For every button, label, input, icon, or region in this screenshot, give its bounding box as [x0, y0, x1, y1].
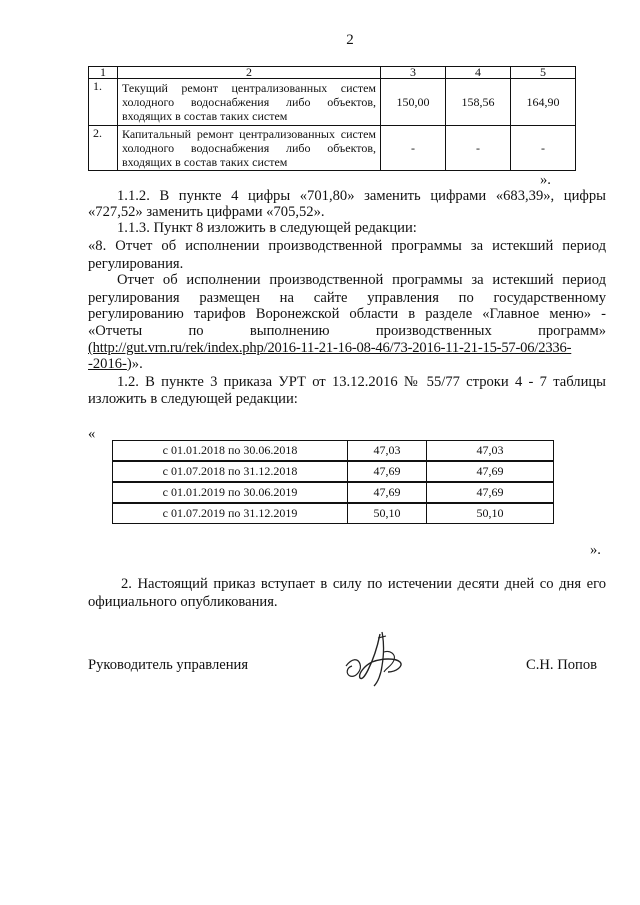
signatory-position: Руководитель управления	[88, 657, 249, 673]
final-paragraph-line1: 2. Настоящий приказ вступает в силу по истечении десяти дней со дня его	[121, 576, 606, 592]
report-line3: регулированию тарифов Воронежской области в разделе «Главное меню» -	[88, 306, 606, 322]
table-row	[113, 482, 554, 503]
period-cell: с 01.01.2019 по 30.06.2019	[113, 482, 348, 503]
value-cell: -	[381, 126, 446, 171]
value-cell: 50,10	[427, 503, 554, 524]
paragraph-1-2-line2: изложить в следующей редакции:	[88, 391, 298, 407]
row-description: Текущий ремонт централизованных систем холодного водоснабжения либо объектов, входящих в состав таких систем	[118, 79, 381, 126]
value-cell: 47,69	[348, 461, 427, 482]
value-cell: 47,69	[348, 482, 427, 503]
table2-close-quote: ».	[590, 542, 601, 558]
signature-drawing	[338, 628, 418, 688]
header-cell: 3	[381, 67, 446, 79]
report-line2: регулирования размещен на сайте управления по государственному	[88, 290, 606, 306]
report-link-line1[interactable]: (http://gut.vrn.ru/rek/index.php/2016-11-21-16-08-46/73-2016-11-21-15-57-06/2336-	[88, 340, 572, 356]
paragraph-1-1-2-line2: «727,52» заменить цифрами «705,52».	[88, 204, 325, 220]
value-cell: 47,69	[427, 461, 554, 482]
header-cell: 5	[511, 67, 576, 79]
report-line4: «Отчеты по выполнению производственных программ»	[88, 323, 606, 339]
value-cell: 158,56	[446, 79, 511, 126]
handwritten-signature	[338, 628, 418, 688]
report-line1: Отчет об исполнении производственной программы за истекший период	[117, 272, 606, 288]
row-number: 1.	[89, 79, 118, 126]
value-cell: 47,03	[427, 441, 554, 462]
row-number: 2.	[89, 126, 118, 171]
header-cell: 1	[89, 67, 118, 79]
paragraph-1-1-3: 1.1.3. Пункт 8 изложить в следующей редакции:	[117, 220, 417, 236]
value-cell: 47,03	[348, 441, 427, 462]
paragraph-8-line2: регулирования.	[88, 256, 184, 272]
period-cell: с 01.07.2019 по 31.12.2019	[113, 503, 348, 524]
paragraph-1-1-2-line1: 1.1.2. В пункте 4 цифры «701,80» заменить цифрами «683,39», цифры	[117, 188, 606, 204]
value-cell: 150,00	[381, 79, 446, 126]
final-paragraph-line2: официального опубликования.	[88, 594, 278, 610]
header-cell: 4	[446, 67, 511, 79]
repair-costs-table	[88, 66, 576, 171]
paragraph-8-line1: «8. Отчет об исполнении производственной программы за истекший период	[88, 238, 606, 254]
tariff-periods-table	[112, 440, 554, 524]
period-cell: с 01.01.2018 по 30.06.2018	[113, 441, 348, 462]
report-link-closing: )».	[126, 356, 143, 372]
report-link-line2	[88, 356, 143, 373]
table-row	[113, 461, 554, 482]
row-description: Капитальный ремонт централизованных систем холодного водоснабжения либо объектов, входящих в состав таких систем	[118, 126, 381, 171]
header-cell: 2	[118, 67, 381, 79]
table2-open-quote: «	[88, 426, 96, 442]
value-cell: -	[511, 126, 576, 171]
value-cell: 164,90	[511, 79, 576, 126]
report-link-end[interactable]: -2016-	[88, 356, 127, 372]
table-row	[89, 126, 576, 171]
value-cell: 47,69	[427, 482, 554, 503]
page-number: 2	[346, 32, 354, 48]
table1-close-quote: ».	[540, 172, 551, 188]
table-row	[113, 441, 554, 462]
period-cell: с 01.07.2018 по 31.12.2018	[113, 461, 348, 482]
value-cell: -	[446, 126, 511, 171]
paragraph-1-2-line1: 1.2. В пункте 3 приказа УРТ от 13.12.2016 № 55/77 строки 4 - 7 таблицы	[117, 374, 606, 390]
value-cell: 50,10	[348, 503, 427, 524]
table-header-row	[89, 67, 576, 79]
signatory-name: С.Н. Попов	[526, 657, 598, 673]
table-row	[113, 503, 554, 524]
table-row	[89, 79, 576, 126]
